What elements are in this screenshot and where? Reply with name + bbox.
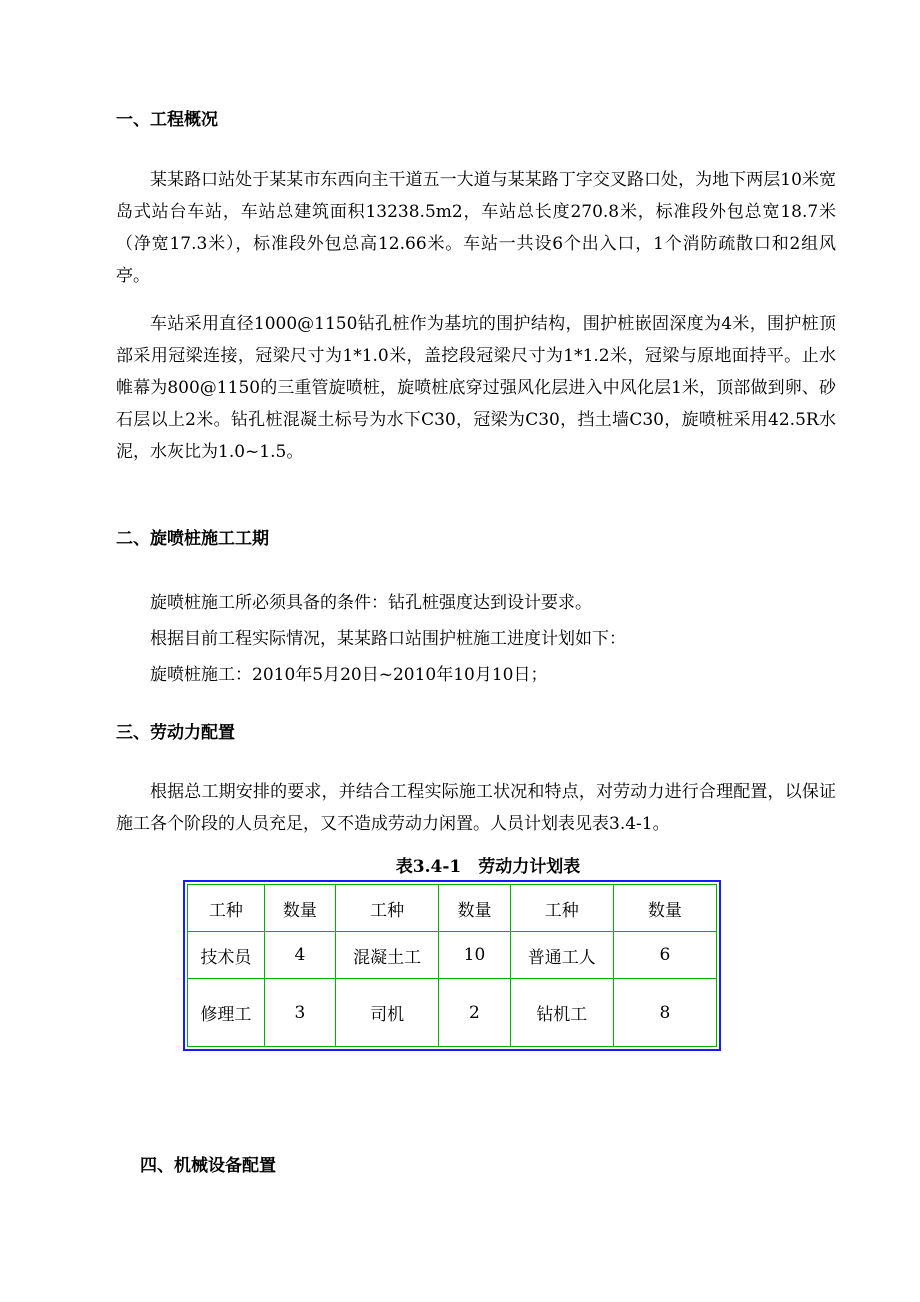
table-cell: 6 [613,932,716,979]
section-4-heading: 四、机械设备配置 [140,1156,276,1176]
table-header-cell: 工种 [336,885,439,932]
labor-plan-table [183,880,721,1051]
table-header-cell: 工种 [510,885,613,932]
section-1-paragraph-2: 车站采用直径1000@1150钻孔桩作为基坑的围护结构，围护桩嵌固深度为4米，围护桩顶部采用冠梁连接，冠梁尺寸为1*1.0米，盖挖段冠梁尺寸为1*1.2米，冠梁与原地面持平。止水帷幕为800@1150的三重管旋喷桩，旋喷桩底穿过强风化层进入中风化层1米，顶部做到卵、砂石层以上2米。钻孔桩混凝土标号为水下C30，冠梁为C30，挡土墙C30，旋喷桩采用42.5R水泥，水灰比为1.0~1.5。 [116,314,836,462]
section-3-heading: 三、劳动力配置 [116,723,235,743]
table-cell: 3 [264,979,335,1047]
table-cell: 钻机工 [510,979,613,1047]
table-cell: 司机 [336,979,439,1047]
section-2-heading: 二、旋喷桩施工工期 [116,529,269,549]
table-header-cell: 工种 [188,885,265,932]
table-caption: 表3.4-1 劳动力计划表 [395,857,581,877]
table-cell: 8 [613,979,716,1047]
table-cell: 技术员 [188,932,265,979]
table-header-row [188,885,717,932]
table-header-cell: 数量 [439,885,510,932]
table-cell: 修理工 [188,979,265,1047]
section-2-line-2: 根据目前工程实际情况，某某路口站围护桩施工进度计划如下： [150,629,626,649]
table-cell: 10 [439,932,510,979]
section-1-heading: 一、工程概况 [116,110,218,130]
table-cell: 混凝土工 [336,932,439,979]
table-row [188,979,717,1047]
section-3-paragraph: 根据总工期安排的要求，并结合工程实际施工状况和特点，对劳动力进行合理配置，以保证施工各个阶段的人员充足，又不造成劳动力闲置。人员计划表见表3.4-1。 [116,782,836,834]
table-cell: 2 [439,979,510,1047]
table-cell: 普通工人 [510,932,613,979]
table-row [188,932,717,979]
table-cell: 4 [264,932,335,979]
section-2-line-1: 旋喷桩施工所必须具备的条件：钻孔桩强度达到设计要求。 [150,593,592,613]
section-2-line-3: 旋喷桩施工：2010年5月20日~2010年10月10日； [150,665,548,685]
table-header-cell: 数量 [613,885,716,932]
table-header-cell: 数量 [264,885,335,932]
section-1-paragraph-1: 某某路口站处于某某市东西向主干道五一大道与某某路丁字交叉路口处，为地下两层10米宽岛式站台车站，车站总建筑面积13238.5m2，车站总长度270.8米，标准段外包总宽18.7米（净宽17.3米），标准段外包总高12.66米。车站一共设6个出入口，1个消防疏散口和2组风亭。 [116,170,836,286]
